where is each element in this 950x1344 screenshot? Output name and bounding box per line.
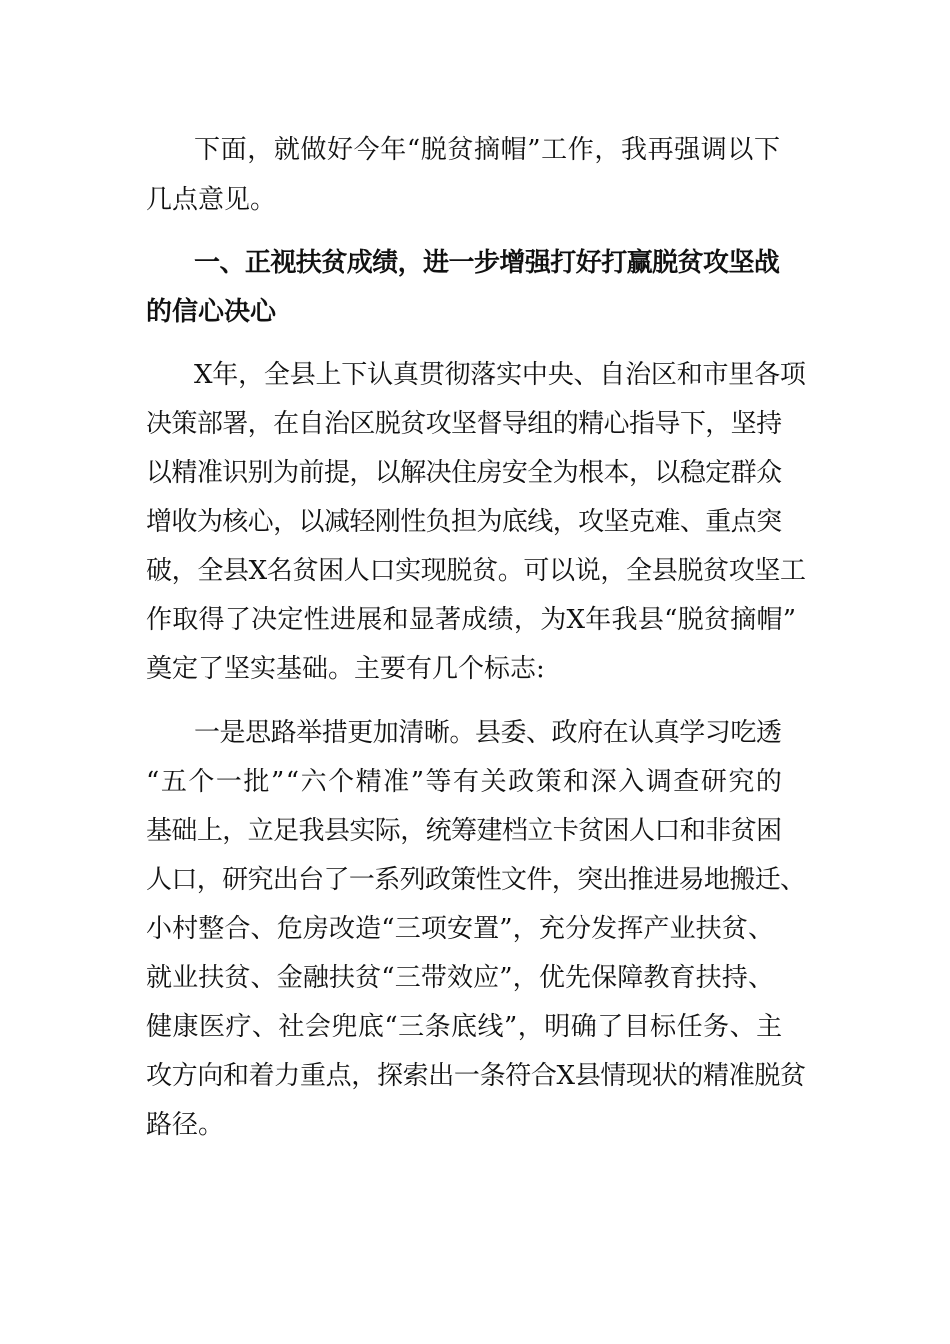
paragraph-line: 作取得了决定性进展和显著成绩，为X年我县“脱贫摘帽” bbox=[146, 605, 797, 635]
paragraph-line: 基础上，立足我县实际，统筹建档立卡贫困人口和非贫困 bbox=[146, 816, 782, 846]
paragraph-line: 增收为核心，以减轻刚性负担为底线，攻坚克难、重点突 bbox=[146, 507, 782, 537]
paragraph-line: 一是思路举措更加清晰。县委、政府在认真学习吃透 bbox=[194, 718, 782, 748]
paragraph-line: 决策部署，在自治区脱贫攻坚督导组的精心指导下，坚持 bbox=[146, 409, 782, 439]
paragraph-line: X年，全县上下认真贯彻落实中央、自治区和市里各项 bbox=[194, 360, 806, 390]
paragraph-line: 人口，研究出台了一系列政策性文件，突出推进易地搬迁、 bbox=[146, 865, 806, 895]
paragraph-line: 以精准识别为前提，以解决住房安全为根本，以稳定群众 bbox=[146, 458, 782, 488]
paragraph-line: 几点意见。 bbox=[146, 185, 277, 215]
paragraph-line: 奠定了坚实基础。主要有几个标志: bbox=[146, 654, 545, 684]
paragraph-line: 攻方向和着力重点，探索出一条符合X县情现状的精准脱贫 bbox=[146, 1061, 806, 1091]
paragraph-line: “五个一批”“六个精准”等有关政策和深入调查研究的 bbox=[146, 767, 784, 797]
paragraph-line: 路径。 bbox=[146, 1110, 225, 1140]
paragraph-line: 健康医疗、社会兜底“三条底线”，明确了目标任务、主 bbox=[146, 1012, 783, 1042]
paragraph-line: 小村整合、危房改造“三项安置”，充分发挥产业扶贫、 bbox=[146, 914, 775, 944]
section-heading-line: 的信心决心 bbox=[146, 297, 277, 327]
paragraph-line: 下面，就做好今年“脱贫摘帽”工作，我再强调以下 bbox=[194, 135, 781, 165]
paragraph-line: 破，全县X名贫困人口实现脱贫。可以说，全县脱贫攻坚工 bbox=[146, 556, 806, 586]
section-heading-line: 一、正视扶贫成绩，进一步增强打好打赢脱贫攻坚战 bbox=[194, 248, 780, 278]
paragraph-line: 就业扶贫、金融扶贫“三带效应”，优先保障教育扶持、 bbox=[146, 963, 775, 993]
